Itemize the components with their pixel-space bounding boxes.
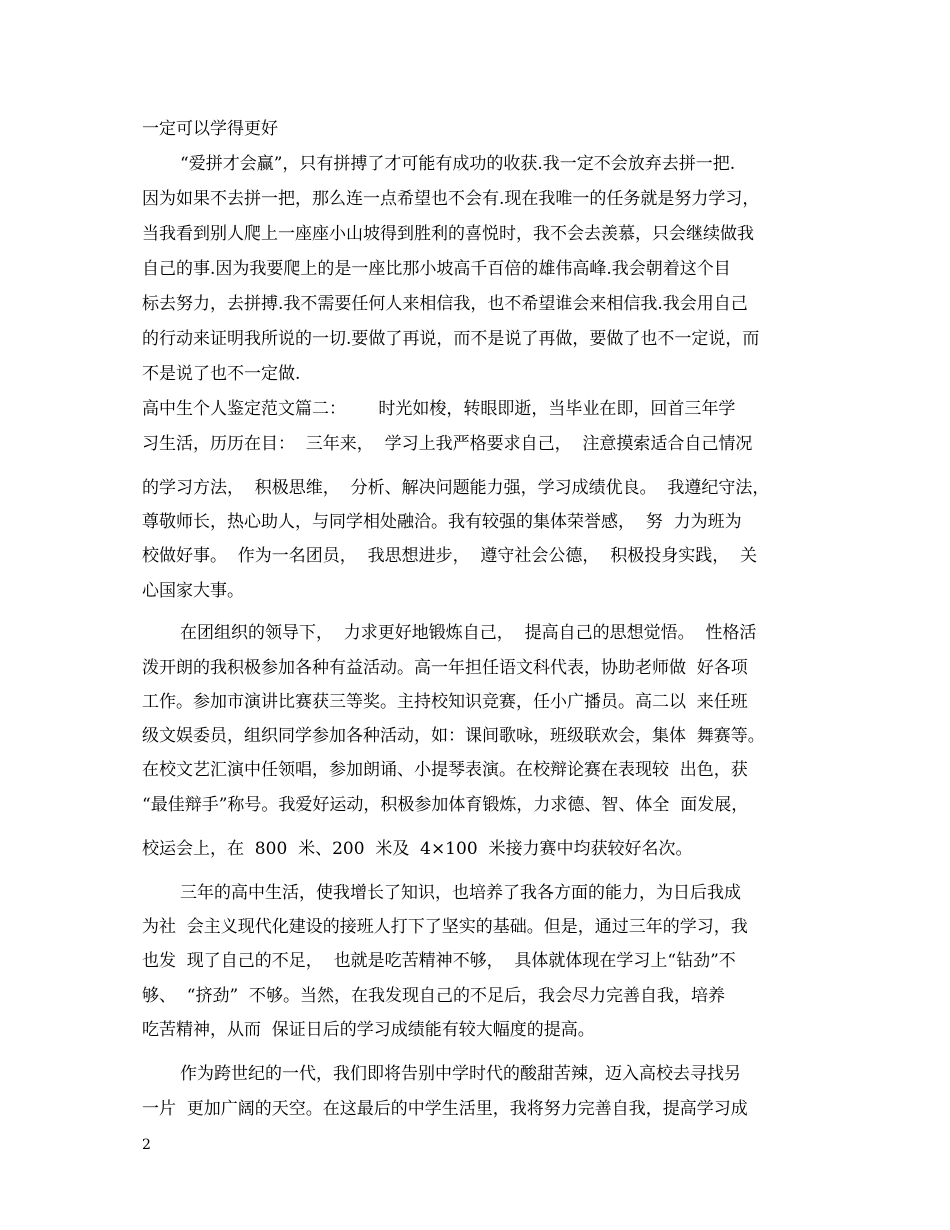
text-line: 校做好事。 作为一名团员， 我思想进步， 遵守社会公德， 积极投身实践， 关 bbox=[142, 546, 758, 566]
text-line: 校运会上，在 800 米、200 米及 4×100 米接力赛中均获较好名次。 bbox=[142, 839, 693, 859]
text-line: 尊敬师长，热心助人，与同学相处融洽。我有较强的集体荣誉感， 努 力为班为 bbox=[142, 512, 742, 532]
text-line: 工作。参加市演讲比赛获三等奖。主持校知识竞赛，任小广播员。高二以 来任班 bbox=[142, 692, 748, 712]
text-line: 当我看到别人爬上一座座小山坡得到胜利的喜悦时，我不会去羡慕，只会继续做我 bbox=[142, 224, 754, 244]
paragraph-line: 作为跨世纪的一代，我们即将告别中学时代的酸甜苦辣，迈入高校去寻找另 bbox=[180, 1064, 741, 1084]
text-line: 泼开朗的我积极参加各种有益活动。高一年担任语文科代表，协助老师做 好各项 bbox=[142, 658, 748, 678]
text-line: 在校文艺汇演中任领唱，参加朗诵、小提琴表演。在校辩论赛在表现较 出色，获 bbox=[142, 760, 748, 780]
text-line: 习生活，历历在目： 三年来， 学习上我严格要求自己， 注意摸索适合自己情况 bbox=[142, 434, 753, 454]
text-line: 不是说了也不一定做. bbox=[142, 364, 301, 384]
text-line: 一定可以学得更好 bbox=[142, 119, 278, 139]
text-line: 因为如果不去拼一把，那么连一点希望也不会有.现在我唯一的任务就是努力学习， bbox=[142, 189, 760, 209]
text-line: “最佳辩手”称号。我爱好运动，积极参加体育锻炼，力求德、智、体全 面发展， bbox=[142, 795, 749, 815]
paragraph-line: 三年的高中生活，使我增长了知识，也培养了我各方面的能力，为日后我成 bbox=[180, 883, 741, 903]
text-line: 够、 “挤劲” 不够。当然，在我发现自己的不足后，我会尽力完善自我，培养 bbox=[142, 986, 725, 1006]
page-number: 2 bbox=[142, 1137, 151, 1153]
text-line: 级文娱委员，组织同学参加各种活动，如：课间歌咏，班级联欢会，集体 舞赛等。 bbox=[142, 726, 765, 746]
section-heading-line: 高中生个人鉴定范文篇二： 时光如梭，转眼即逝，当毕业在即，回首三年学 bbox=[142, 399, 736, 419]
text-line: 标去努力，去拼搏.我不需要任何人来相信我，也不希望谁会来相信我.我会用自己 bbox=[142, 294, 748, 314]
paragraph-line: “爱拼才会赢”，只有拼搏了才可能有成功的收获.我一定不会放弃去拼一把. bbox=[180, 154, 736, 174]
text-line: 也发 现了自己的不足， 也就是吃苦精神不够， 具体就体现在学习上“钻劲”不 bbox=[142, 951, 736, 971]
paragraph-line: 在团组织的领导下， 力求更好地锻炼自己， 提高自己的思想觉悟。 性格活 bbox=[180, 623, 757, 643]
text-line: 心国家大事。 bbox=[142, 581, 244, 601]
text-line: 的学习方法， 积极思维， 分析、解决问题能力强，学习成绩优良。 我遵纪守法， bbox=[142, 478, 770, 498]
text-line: 一片 更加广阔的天空。在这最后的中学生活里，我将努力完善自我，提高学习成 bbox=[142, 1099, 748, 1119]
text-line: 的行动来证明我所说的一切.要做了再说，而不是说了再做，要做了也不一定说，而 bbox=[142, 329, 760, 349]
text-line: 吃苦精神，从而 保证日后的学习成绩能有较大幅度的提高。 bbox=[142, 1020, 595, 1040]
text-line: 为社 会主义现代化建设的接班人打下了坚实的基础。但是，通过三年的学习，我 bbox=[142, 917, 748, 937]
text-line: 自己的事.因为我要爬上的是一座比那小坡高千百倍的雄伟高峰.我会朝着这个目 bbox=[142, 259, 731, 279]
